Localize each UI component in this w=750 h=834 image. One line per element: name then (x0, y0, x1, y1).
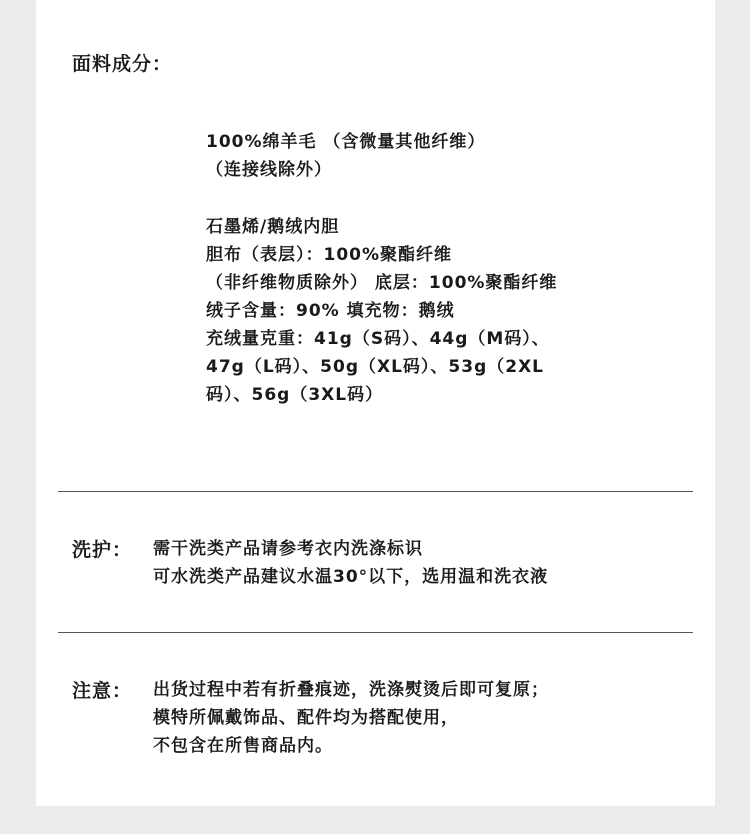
care-line: 需干洗类产品请参考衣内洗涤标识 (153, 539, 423, 559)
notice-label: 注意： (72, 680, 133, 702)
notice-block (153, 676, 549, 760)
fabric-main-block (206, 128, 485, 184)
fabric-main-line: （连接线除外） (206, 160, 332, 180)
fabric-lining-line: 47g（L码）、50g（XL码）、53g（2XL (206, 357, 545, 377)
fabric-lining-line: 充绒量克重：41g（S码）、44g（M码）、 (206, 329, 550, 349)
fabric-lining-line: 石墨烯/鹅绒内胆 (206, 217, 340, 237)
fabric-title: 面料成分： (72, 53, 173, 75)
fabric-lining-line: （非纤维物质除外） 底层：100%聚酯纤维 (206, 273, 558, 293)
notice-line: 不包含在所售商品内。 (153, 736, 333, 756)
section-divider (58, 491, 693, 492)
fabric-lining-block (206, 213, 557, 409)
fabric-main-line: 100%绵羊毛 （含微量其他纤维） (206, 132, 486, 152)
care-label: 洗护： (72, 539, 133, 561)
notice-line: 出货过程中若有折叠痕迹，洗涤熨烫后即可复原； (153, 680, 549, 700)
fabric-lining-line: 胆布（表层）：100%聚酯纤维 (206, 245, 453, 265)
fabric-lining-line: 绒子含量：90% 填充物：鹅绒 (206, 301, 455, 321)
care-block (153, 535, 548, 591)
notice-line: 模特所佩戴饰品、配件均为搭配使用， (153, 708, 459, 728)
fabric-lining-line: 码）、56g（3XL码） (206, 385, 384, 405)
section-divider (58, 632, 693, 633)
care-line: 可水洗类产品建议水温30°以下，选用温和洗衣液 (153, 567, 549, 587)
